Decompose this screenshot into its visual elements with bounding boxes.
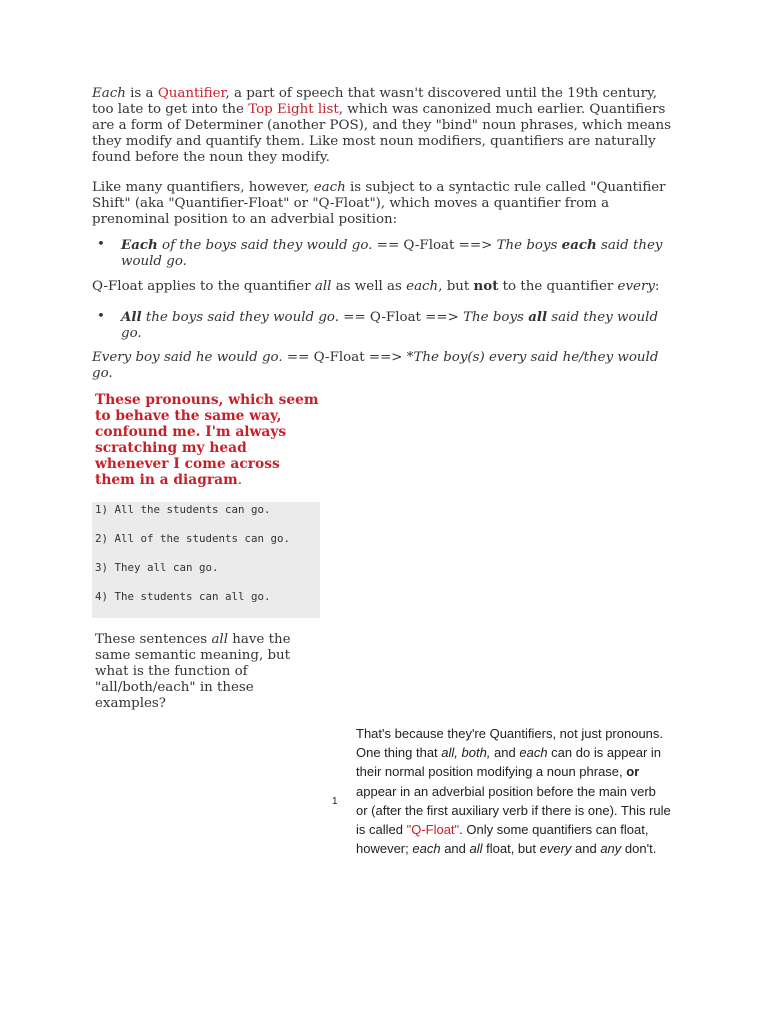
example-line: 1) All the students can go. [95, 503, 271, 516]
heading-period: . [237, 472, 243, 488]
answer-text [356, 724, 671, 858]
text-each: each [519, 745, 548, 761]
footnote-marker: 1 [332, 796, 338, 807]
bullet-dot: • [97, 237, 105, 252]
text-span: *The boy(s) every said he/they would go. [92, 350, 659, 381]
bold-each: Each [121, 237, 158, 253]
bold-not: not [473, 278, 499, 294]
intro-paragraph-1 [92, 86, 682, 166]
every-example [92, 350, 682, 382]
text-span: is a [125, 86, 158, 101]
bullet-item-all [92, 309, 682, 342]
top-eight-list-link[interactable]: Top Eight list [248, 102, 339, 117]
question-text [95, 632, 320, 712]
text-span: of the boys said they would go. [157, 238, 373, 253]
example-line: 4) The students can all go. [95, 590, 271, 603]
heading-text: These pronouns, which seem to behave the same way, confound me. I'm always scratching my head whenever I come across them in a diagram [95, 392, 319, 488]
text-each: each [406, 279, 439, 294]
text-span: The boys [463, 310, 529, 325]
text-span: These sentences [95, 632, 212, 647]
text-span: said they would go. [121, 310, 659, 341]
main-article [92, 86, 682, 382]
question-block [95, 392, 320, 725]
text-span: , but [438, 279, 474, 294]
text-span: said they would go. [121, 238, 663, 269]
text-span: float, but [482, 841, 540, 857]
intro-paragraph-2 [92, 180, 682, 228]
text-span: == Q-Float ==> [282, 350, 407, 365]
text-span: , which was canonized much earlier. Quantifiers are a form of Determiner (another POS), and they "bind" noun phrases, which means they modify and quantify them. Like most noun modifiers, quantifiers are naturally found before the noun they modify. [92, 102, 672, 165]
text-span: and [571, 841, 601, 857]
text-every: every [617, 279, 655, 294]
text-span: and [440, 841, 470, 857]
text-span: . Only some quantifiers can float, however; [356, 822, 649, 857]
text-span: appear in an adverbial position before the main verb or (after the first auxiliary verb if there is one). This rule is called [356, 783, 671, 838]
example-line: 3) They all can go. [95, 561, 219, 574]
quantifier-link[interactable]: Quantifier [157, 86, 226, 101]
q-float-paragraph [92, 278, 682, 295]
example-code-block [92, 502, 320, 618]
bold-each: each [561, 237, 597, 253]
text-span: have the same semantic meaning, but what is the function of "all/both/each" in these examples? [95, 632, 291, 711]
bold-all: all [528, 309, 548, 325]
text-span: as well as [331, 279, 407, 294]
bold-all: All [121, 309, 142, 325]
text-all-both: all, both, [441, 745, 491, 761]
q-float-link[interactable]: "Q-Float" [406, 822, 460, 838]
text-span: Like many quantifiers, however, [92, 180, 314, 195]
text-span: can do is appear in their normal position modifying a noun phrase, [356, 745, 662, 780]
text-span: is subject to a syntactic rule called "Quantifier Shift" (aka "Quantifier-Float" or "Q-Float"), which moves a quantifier from a prenominal position to an adverbial position: [92, 180, 666, 227]
text-span: The boys [496, 238, 562, 253]
text-span: : [654, 279, 660, 294]
text-any: any [600, 841, 622, 857]
example-line: 2) All of the students can go. [95, 532, 291, 545]
bullet-item-each [92, 237, 682, 270]
text-each: Each [92, 86, 126, 101]
text-span: the boys said they would go. [141, 310, 339, 325]
text-span: That's because they're Quantifiers, not just pronouns. One thing that [356, 726, 664, 761]
text-span: don't. [621, 841, 657, 857]
text-span: == Q-Float ==> [372, 238, 497, 253]
bold-or: or [626, 764, 640, 780]
text-all: all [469, 841, 483, 857]
text-all: all [211, 632, 228, 647]
text-span: Q-Float applies to the quantifier [92, 279, 315, 294]
text-span: and [490, 745, 520, 761]
text-each: each [412, 841, 441, 857]
text-span: , a part of speech that wasn't discovered until the 19th century, too late to get into the [92, 86, 658, 117]
text-span: Every boy said he would go. [92, 350, 283, 365]
bullet-dot: • [97, 309, 105, 324]
text-every: every [539, 841, 572, 857]
text-span: to the quantifier [498, 279, 618, 294]
text-all: all [314, 279, 332, 294]
question-heading [95, 392, 320, 488]
text-each: each [313, 180, 346, 195]
text-span: == Q-Float ==> [338, 310, 464, 325]
